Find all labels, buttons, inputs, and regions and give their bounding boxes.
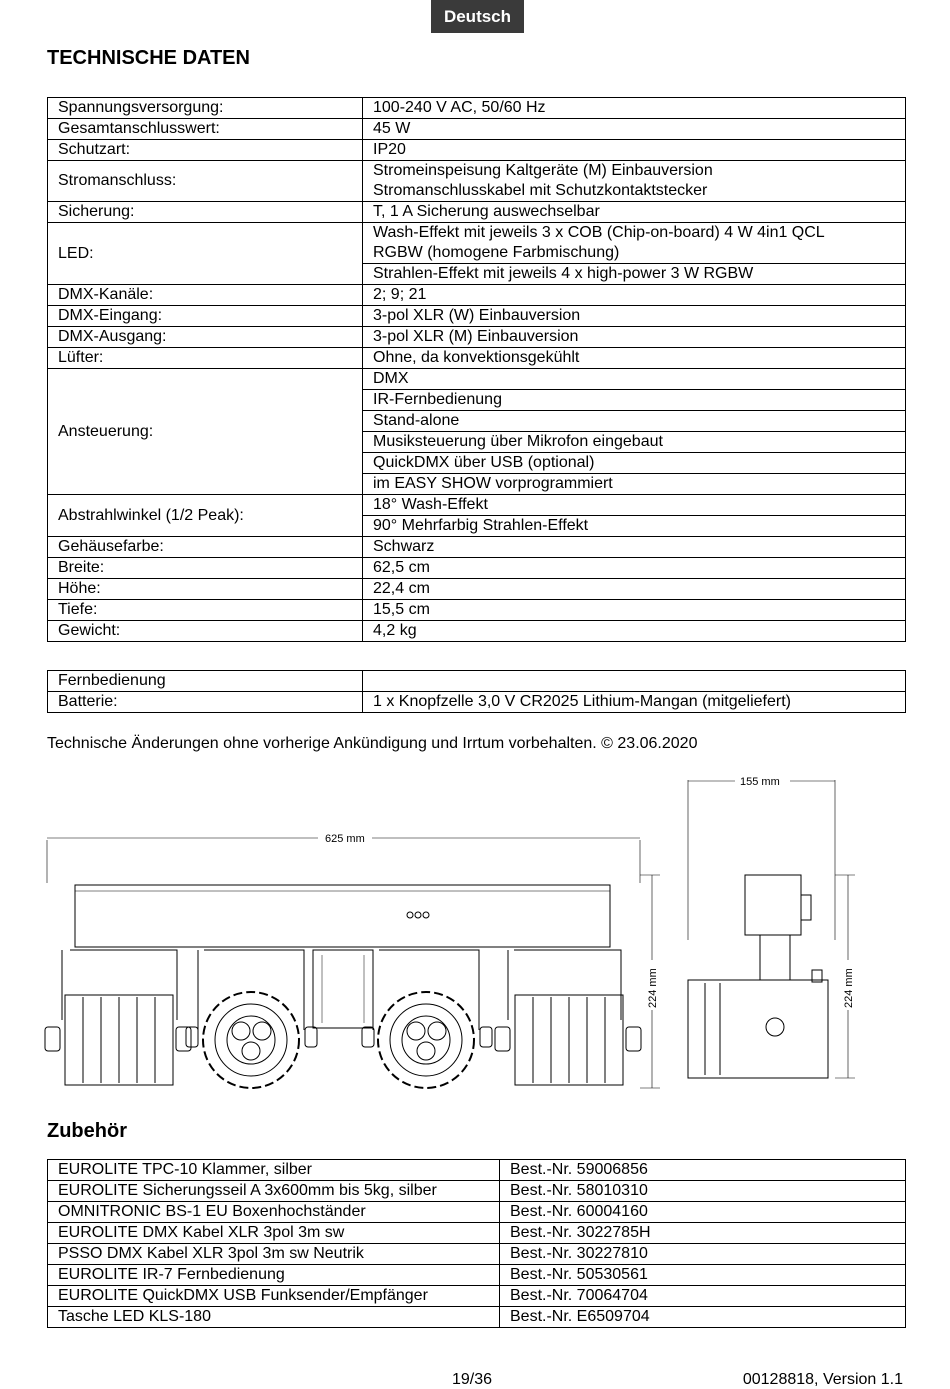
accessory-name: EUROLITE TPC-10 Klammer, silber: [48, 1160, 500, 1181]
accessory-row: [48, 1286, 906, 1307]
spec-label: Sicherung:: [48, 202, 363, 223]
spec-row: [48, 98, 906, 119]
spec-table: [47, 97, 906, 642]
spec-row: [48, 202, 906, 223]
accessory-row: [48, 1202, 906, 1223]
spec-row: [48, 369, 906, 390]
remote-row: [48, 671, 906, 692]
spec-label: DMX-Ausgang:: [48, 327, 363, 348]
spec-label: Höhe:: [48, 579, 363, 600]
accessory-row: [48, 1307, 906, 1328]
spec-label: Schutzart:: [48, 140, 363, 161]
spec-value: 4,2 kg: [363, 621, 906, 642]
technical-data-heading: TECHNISCHE DATEN: [47, 47, 250, 69]
side-height-dimension-label: 224 mm: [843, 968, 855, 1008]
spec-label: Tiefe:: [48, 600, 363, 621]
spec-label: Gewicht:: [48, 621, 363, 642]
accessory-order-number: Best.-Nr. 58010310: [500, 1181, 906, 1202]
spec-label: Spannungsversorgung:: [48, 98, 363, 119]
spec-value: QuickDMX über USB (optional): [363, 453, 906, 474]
accessory-order-number: Best.-Nr. 59006856: [500, 1160, 906, 1181]
spec-row: [48, 558, 906, 579]
spec-value: Strahlen-Effekt mit jeweils 4 x high-power 3 W RGBW: [363, 264, 906, 285]
accessory-row: [48, 1223, 906, 1244]
language-badge: Deutsch: [431, 0, 524, 33]
height-dimension-label: 224 mm: [647, 968, 659, 1008]
accessory-name: EUROLITE DMX Kabel XLR 3pol 3m sw: [48, 1223, 500, 1244]
spec-value: T, 1 A Sicherung auswechselbar: [363, 202, 906, 223]
spec-row: [48, 161, 906, 202]
spec-row: [48, 327, 906, 348]
accessory-row: [48, 1181, 906, 1202]
accessory-name: EUROLITE Sicherungsseil A 3x600mm bis 5kg, silber: [48, 1181, 500, 1202]
spec-value: DMX: [363, 369, 906, 390]
remote-label: Batterie:: [48, 692, 363, 713]
page-number: 19/36: [452, 1371, 493, 1388]
accessory-row: [48, 1265, 906, 1286]
spec-label: Abstrahlwinkel (1/2 Peak):: [48, 495, 363, 537]
remote-table: [47, 670, 906, 713]
spec-row: [48, 348, 906, 369]
accessory-row: [48, 1160, 906, 1181]
remote-label: Fernbedienung: [48, 671, 363, 692]
spec-row: [48, 621, 906, 642]
spec-value: Stand-alone: [363, 411, 906, 432]
spec-label: Stromanschluss:: [48, 161, 363, 202]
spec-value: Stromeinspeisung Kaltgeräte (M) Einbauversion Stromanschlusskabel mit Schutzkontaktstecker: [363, 161, 906, 202]
remote-row: [48, 692, 906, 713]
accessory-order-number: Best.-Nr. 50530561: [500, 1265, 906, 1286]
accessories-heading: Zubehör: [47, 1120, 127, 1142]
accessory-order-number: Best.-Nr. 3022785H: [500, 1223, 906, 1244]
spec-value: IR-Fernbedienung: [363, 390, 906, 411]
accessory-row: [48, 1244, 906, 1265]
spec-value: 2; 9; 21: [363, 285, 906, 306]
spec-label: Breite:: [48, 558, 363, 579]
spec-label: Ansteuerung:: [48, 369, 363, 495]
spec-value: IP20: [363, 140, 906, 161]
accessory-name: EUROLITE IR-7 Fernbedienung: [48, 1265, 500, 1286]
accessories-table: [47, 1159, 906, 1328]
disclaimer-note: Technische Änderungen ohne vorherige Ankündigung und Irrtum vorbehalten. © 23.06.2020: [47, 735, 698, 752]
spec-value: Wash-Effekt mit jeweils 3 x COB (Chip-on-board) 4 W 4in1 QCL RGBW (homogene Farbmischung): [363, 223, 906, 264]
spec-row: [48, 119, 906, 140]
spec-row: [48, 285, 906, 306]
accessory-name: EUROLITE QuickDMX USB Funksender/Empfänger: [48, 1286, 500, 1307]
spec-value: 62,5 cm: [363, 558, 906, 579]
spec-row: [48, 223, 906, 264]
spec-row: [48, 579, 906, 600]
dimension-drawing: [0, 765, 950, 1105]
spec-row: [48, 140, 906, 161]
remote-value: 1 x Knopfzelle 3,0 V CR2025 Lithium-Mangan (mitgeliefert): [363, 692, 906, 713]
spec-value: 3-pol XLR (W) Einbauversion: [363, 306, 906, 327]
spec-value: 100-240 V AC, 50/60 Hz: [363, 98, 906, 119]
spec-value: 45 W: [363, 119, 906, 140]
accessory-order-number: Best.-Nr. E6509704: [500, 1307, 906, 1328]
spec-value: Ohne, da konvektionsgekühlt: [363, 348, 906, 369]
spec-value: Schwarz: [363, 537, 906, 558]
spec-value: 15,5 cm: [363, 600, 906, 621]
accessory-name: OMNITRONIC BS-1 EU Boxenhochständer: [48, 1202, 500, 1223]
accessory-order-number: Best.-Nr. 30227810: [500, 1244, 906, 1265]
spec-label: Gehäusefarbe:: [48, 537, 363, 558]
accessory-name: PSSO DMX Kabel XLR 3pol 3m sw Neutrik: [48, 1244, 500, 1265]
spec-value: 90° Mehrfarbig Strahlen-Effekt: [363, 516, 906, 537]
accessory-order-number: Best.-Nr. 60004160: [500, 1202, 906, 1223]
remote-value: [363, 671, 906, 692]
width-dimension-label: 625 mm: [325, 833, 365, 845]
spec-row: [48, 600, 906, 621]
spec-value: 18° Wash-Effekt: [363, 495, 906, 516]
spec-label: DMX-Kanäle:: [48, 285, 363, 306]
spec-row: [48, 306, 906, 327]
depth-dimension-label: 155 mm: [740, 776, 780, 788]
spec-row: [48, 495, 906, 516]
spec-value: 3-pol XLR (M) Einbauversion: [363, 327, 906, 348]
spec-label: Gesamtanschlusswert:: [48, 119, 363, 140]
spec-label: Lüfter:: [48, 348, 363, 369]
document-version: 00128818, Version 1.1: [742, 1371, 903, 1388]
spec-value: 22,4 cm: [363, 579, 906, 600]
spec-row: [48, 537, 906, 558]
spec-label: LED:: [48, 223, 363, 285]
spec-label: DMX-Eingang:: [48, 306, 363, 327]
spec-value: Musiksteuerung über Mikrofon eingebaut: [363, 432, 906, 453]
spec-value: im EASY SHOW vorprogrammiert: [363, 474, 906, 495]
accessory-name: Tasche LED KLS-180: [48, 1307, 500, 1328]
accessory-order-number: Best.-Nr. 70064704: [500, 1286, 906, 1307]
